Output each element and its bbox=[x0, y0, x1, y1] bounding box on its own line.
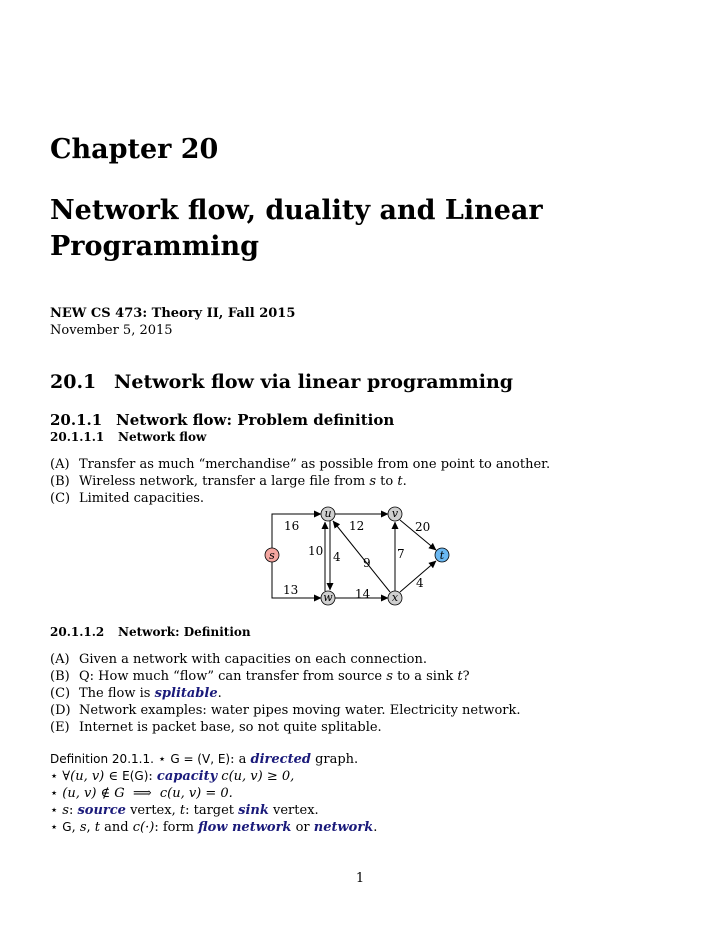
list-item: (D) Network examples: water pipes moving water. Electricity network. bbox=[50, 703, 521, 718]
list-item: (E) Internet is packet base, so not quite splitable. bbox=[50, 720, 382, 735]
svg-text:t: t bbox=[439, 549, 445, 562]
definition-label: Definition 20.1.1. bbox=[50, 752, 154, 766]
section-heading bbox=[50, 371, 513, 393]
capacity-label-u-v: 12 bbox=[349, 519, 365, 533]
capacity-label-s-w: 13 bbox=[283, 583, 299, 597]
subsection-title: Network flow: Problem definition bbox=[116, 411, 395, 429]
date: November 5, 2015 bbox=[50, 323, 173, 338]
section-title: Network flow via linear programming bbox=[114, 371, 514, 393]
capacity-label-s-u: 16 bbox=[284, 519, 300, 533]
svg-text:s: s bbox=[269, 549, 275, 562]
definition-line-4: ⋆ s: source vertex, t: target sink vertex. bbox=[50, 803, 319, 818]
star-icon: ⋆ bbox=[50, 803, 59, 818]
subsection-number: 20.1.1 bbox=[50, 411, 103, 429]
star-icon: ⋆ bbox=[50, 820, 59, 835]
star-icon: ⋆ bbox=[50, 786, 59, 801]
capacity-label-x-t: 4 bbox=[416, 576, 424, 590]
list-item: (A) Transfer as much “merchandise” as possible from one point to another. bbox=[50, 457, 551, 472]
definition-line-5: ⋆ G, s, t and c(·): form flow network or network. bbox=[50, 820, 378, 835]
svg-text:u: u bbox=[324, 507, 332, 520]
list-item: (B) Q: How much “flow” can transfer from source s to a sink t? bbox=[50, 669, 470, 684]
definition-line-1: Definition 20.1.1. ⋆ G = (V, E): a directed graph. bbox=[50, 752, 359, 767]
definition-line-2: ⋆ ∀(u, v) ∈ E(G): capacity c(u, v) ≥ 0, bbox=[50, 769, 295, 784]
star-icon: ⋆ bbox=[50, 769, 59, 784]
node-v bbox=[388, 507, 402, 521]
list-item: (C) Limited capacities. bbox=[50, 491, 205, 506]
svg-text:x: x bbox=[391, 591, 399, 604]
capacity-label-v-t: 20 bbox=[415, 520, 431, 534]
course-name: NEW CS 473: Theory II, Fall 2015 bbox=[50, 306, 296, 321]
capacity-label-x-u: 9 bbox=[363, 556, 371, 570]
star-icon: ⋆ bbox=[158, 752, 167, 767]
list-network-definition bbox=[50, 651, 521, 736]
subsubsection-title: Network: Definition bbox=[118, 625, 251, 639]
capacity-label-w-x: 14 bbox=[355, 587, 371, 601]
subsubsection-heading-1 bbox=[50, 430, 206, 444]
chapter-title: Network flow, duality and Linear Programming bbox=[50, 195, 543, 262]
list-item: (A) Given a network with capacities on each connection. bbox=[50, 652, 427, 667]
node-u bbox=[321, 507, 335, 521]
svg-text:v: v bbox=[391, 507, 399, 520]
node-s bbox=[265, 548, 279, 562]
definition-block bbox=[50, 751, 377, 836]
capacity-label-w-u: 10 bbox=[308, 544, 324, 558]
node-x bbox=[388, 591, 402, 605]
subsubsection-title: Network flow bbox=[118, 430, 207, 444]
chapter-heading: Chapter 20 bbox=[50, 134, 219, 165]
subsubsection-heading-2 bbox=[50, 625, 251, 639]
subsection-heading bbox=[50, 411, 394, 429]
section-number: 20.1 bbox=[50, 371, 97, 393]
subsubsection-number: 20.1.1.2 bbox=[50, 625, 105, 639]
list-item: (B) Wireless network, transfer a large file from s to t. bbox=[50, 474, 407, 489]
list-item: (C) The flow is splitable. bbox=[50, 686, 222, 701]
capacity-label-x-v: 7 bbox=[397, 547, 405, 561]
capacity-label-u-w: 4 bbox=[333, 550, 341, 564]
node-t bbox=[435, 548, 449, 562]
flow-network-diagram bbox=[255, 500, 465, 610]
page-number: 1 bbox=[355, 871, 365, 886]
svg-text:w: w bbox=[323, 591, 333, 604]
definition-line-3: ⋆ (u, v) ∉ G ⟹ c(u, v) = 0. bbox=[50, 786, 233, 801]
node-w bbox=[321, 591, 335, 605]
subsubsection-number: 20.1.1.1 bbox=[50, 430, 105, 444]
